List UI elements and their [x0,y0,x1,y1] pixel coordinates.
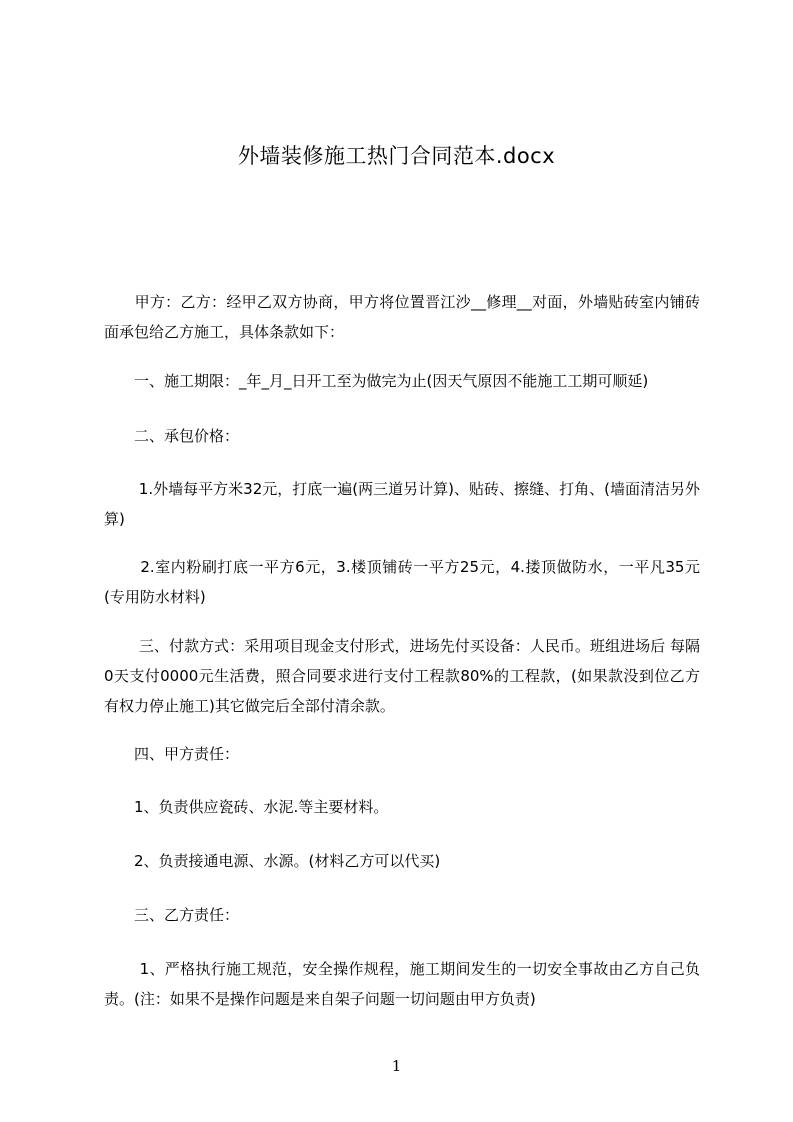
paragraph-price-item-1: 1.外墙每平方米32元，打底一遍(两三道另计算)、贴砖、擦缝、打角、(墙面清洁另外算) [104,480,700,528]
paragraph-price-item-2: 2.室内粉刷打底一平方6元，3.楼顶铺砖一平方25元，4.搂顶做防水，一平凡35元(专用防水材料) [104,558,700,606]
page-number: 1 [391,1057,402,1075]
paragraph-party-a-item-1: 1、负责供应瓷砖、水泥.等主要材料。 [104,798,389,816]
document-title: 外墙装修施工热门合同范本.docx [237,144,556,168]
paragraph-section-1: 一、施工期限：_年_月_日开工至为做完为止(因天气原因不能施工工期可顺延) [104,372,649,390]
paragraph-intro: 甲方：乙方：经甲乙双方协商，甲方将位置晋江沙__修理__对面，外墙贴砖室内铺砖面承包给乙方施工，具体条款如下： [104,293,700,341]
paragraph-party-b-heading: 三、乙方责任： [104,906,240,924]
paragraph-party-b-item-1: 1、严格执行施工规范，安全操作规程，施工期间发生的一切安全事故由乙方自己负责。(注：如果不是操作问题是来自架子问题一切问题由甲方负责) [104,960,700,1008]
paragraph-payment: 三、付款方式：采用项目现金支付形式，进场先付买设备：人民币。班组进场后 每隔0天支付0000元生活费，照合同要求进行支付工程款80%的工程款，(如果款没到位乙方有权力停止施工)其它做完后全部付清余款。 [104,637,700,715]
paragraph-section-2-heading: 二、承包价格： [104,427,240,445]
paragraph-party-a-heading: 四、甲方责任： [104,745,240,763]
paragraph-party-a-item-2: 2、负责接通电源、水源。(材料乙方可以代买) [104,852,441,870]
